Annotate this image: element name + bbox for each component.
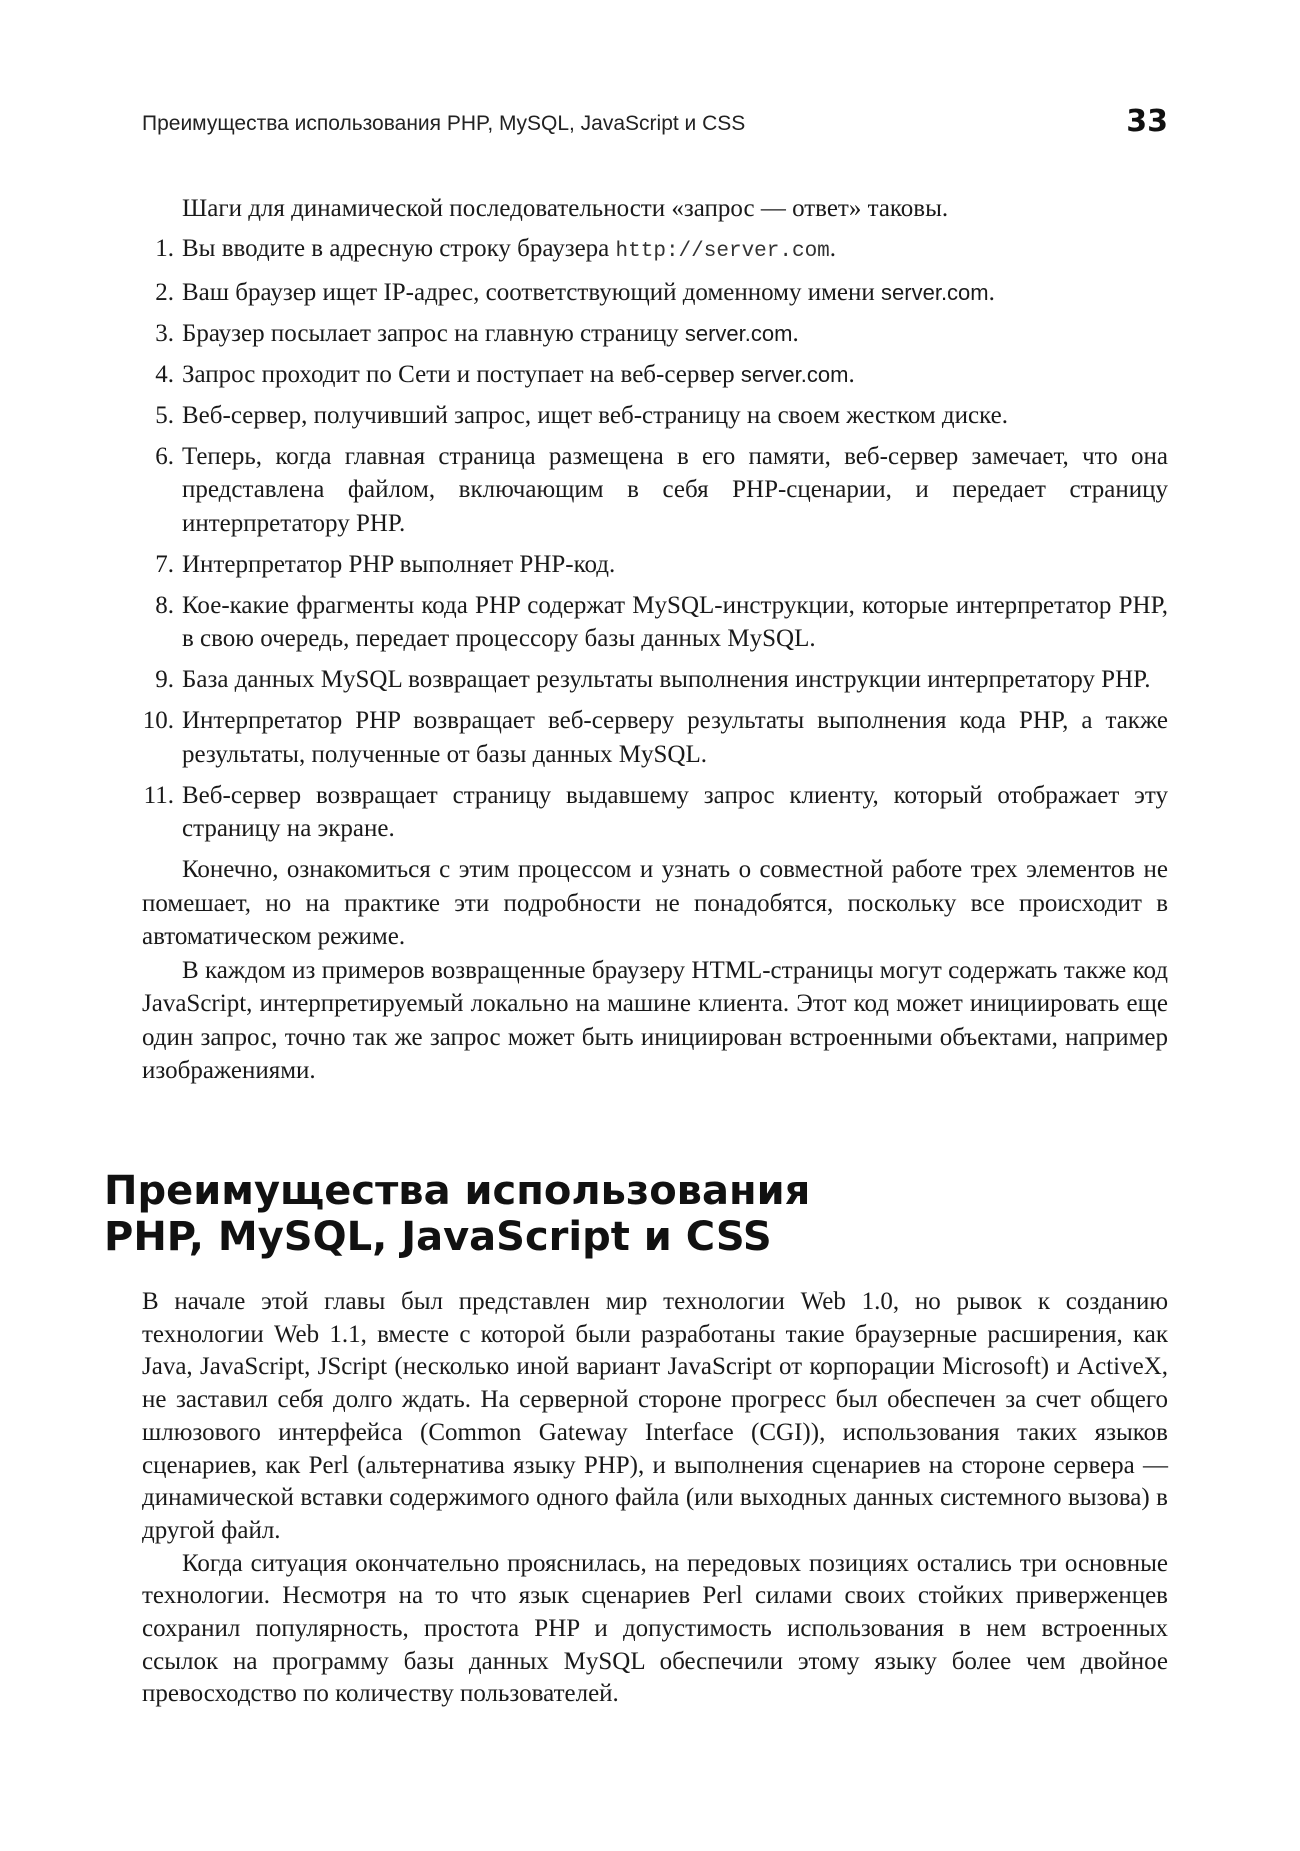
list-item-text: Веб-сервер, получивший запрос, ищет веб-страницу на своем жестком диске. [182, 401, 1009, 429]
list-item-number: 10 . [102, 704, 174, 738]
list-item [142, 358, 1168, 392]
list-item-number: 4 . [102, 358, 174, 392]
section-heading-line: Преимущества использования [104, 1168, 811, 1214]
page-number: 33 [1126, 104, 1168, 139]
list-item-text [182, 276, 1168, 310]
list-item [142, 589, 1168, 656]
hostname: server.com [684, 320, 793, 346]
list-item-number: 6 . [102, 440, 174, 474]
step-punct: . [848, 360, 855, 388]
list-item [142, 232, 1168, 269]
list-item-number: 9 . [102, 663, 174, 697]
hostname: server.com [740, 361, 849, 387]
list-item-number: 8 . [102, 589, 174, 623]
running-head: Преимущества использования PHP, MySQL, JavaScript и CSS [142, 112, 746, 135]
list-item-text: Интерпретатор PHP выполняет PHP-код. [182, 550, 616, 578]
list-item [142, 663, 1168, 697]
list-item-number: 11 . [102, 779, 174, 813]
list-item-text: База данных MySQL возвращает результаты выполнения инструкции интерпретатору PHP. [182, 666, 1151, 693]
step-text: Браузер посылает запрос на главную страницу [182, 319, 685, 347]
list-item [142, 440, 1168, 541]
list-item [142, 276, 1168, 310]
step-text: Ваш браузер ищет IP-адрес, соответствующий доменному имени [182, 278, 882, 306]
section-heading-line: PHP, MySQL, JavaScript и CSS [104, 1214, 772, 1260]
list-item-text [182, 232, 1168, 269]
list-item-text [182, 358, 1168, 392]
list-item-number: 1 . [102, 232, 174, 266]
list-item [142, 399, 1168, 433]
paragraph: Когда ситуация окончательно прояснилась, на передовых позициях остались три основные технологии. Несмотря на то что язык сценариев Perl силами своих стойких приверженцев сохранил популярность, простота PHP и допустимость использования в нем встроенных ссылок на программу базы данных MySQL обеспечили этому языку более чем двойное превосходство по количеству пользователей. [142, 1549, 1168, 1708]
step-punct: . [792, 319, 799, 347]
paragraph: В каждом из примеров возвращенные браузеру HTML-страницы могут содержать также код JavaScript, интерпретируемый локально на машине клиента. Этот код может инициировать еще один запрос, точно так же запрос может быть инициирован встроенными объектами, например изображениями. [142, 956, 1168, 1084]
list-item-number: 5 . [102, 399, 174, 433]
list-item-number: 3 . [102, 317, 174, 351]
body-text [142, 192, 1168, 1088]
list-item [142, 779, 1168, 846]
step-text: Вы вводите в адресную строку браузера [182, 234, 616, 262]
list-item [142, 317, 1168, 351]
list-item-text: Веб-сервер возвращает страницу выдавшему запрос клиенту, который отображает эту страницу на экране. [182, 781, 1168, 842]
list-item-text [182, 317, 1168, 351]
step-punct: . [829, 234, 837, 262]
list-item [142, 704, 1168, 771]
list-item-text: Кое-какие фрагменты кода PHP содержат MySQL-инструкции, которые интерпретатор PHP, в свою очередь, передает процессору базы данных MySQL. [182, 591, 1168, 652]
section-body [142, 1286, 1168, 1711]
list-item-text: Интерпретатор PHP возвращает веб-серверу результаты выполнения кода PHP, а также результаты, полученные от базы данных MySQL. [182, 707, 1168, 768]
list-item-text: Теперь, когда главная страница размещена в его памяти, веб-сервер замечает, что она представлена файлом, включающим в себя PHP-сценарии, и передает страницу интерпретатору PHP. [182, 442, 1168, 537]
paragraph: В начале этой главы был представлен мир технологии Web 1.0, но рывок к созданию технологии Web 1.1, вместе с которой были разработаны такие браузерные расширения, как Java, JavaScript, JScript (несколько иной вариант JavaScript от корпорации Microsoft) и ActiveX, не заставил себя долго ждать. На серверной стороне прогресс был обеспечен за счет общего шлюзового интерфейса (Common Gateway Interface (CGI)), использования таких языков сценариев, как Perl (альтернатива языку PHP), и выполнения сценариев на стороне сервера —динамической вставки содержимого одного файла (или выходных данных системного вызова) в другой файл. [142, 1288, 1168, 1544]
step-text: Запрос проходит по Сети и поступает на веб-сервер [182, 360, 741, 388]
url-code: http://server.com [615, 239, 830, 263]
list-item-number: 7 . [102, 548, 174, 582]
list-item-number: 2 . [102, 276, 174, 310]
list-item [142, 548, 1168, 582]
paragraph: Конечно, ознакомиться с этим процессом и узнать о совместной работе трех элементов не помешает, но на практике эти подробности не понадобятся, поскольку все происходит в автоматическом режиме. [142, 856, 1168, 950]
hostname: server.com [881, 279, 989, 305]
steps-intro: Шаги для динамической последовательности «запрос — ответ» таковы. [182, 195, 949, 222]
step-punct: . [988, 278, 995, 306]
section-heading [104, 1168, 1184, 1260]
steps-list [142, 232, 1168, 846]
